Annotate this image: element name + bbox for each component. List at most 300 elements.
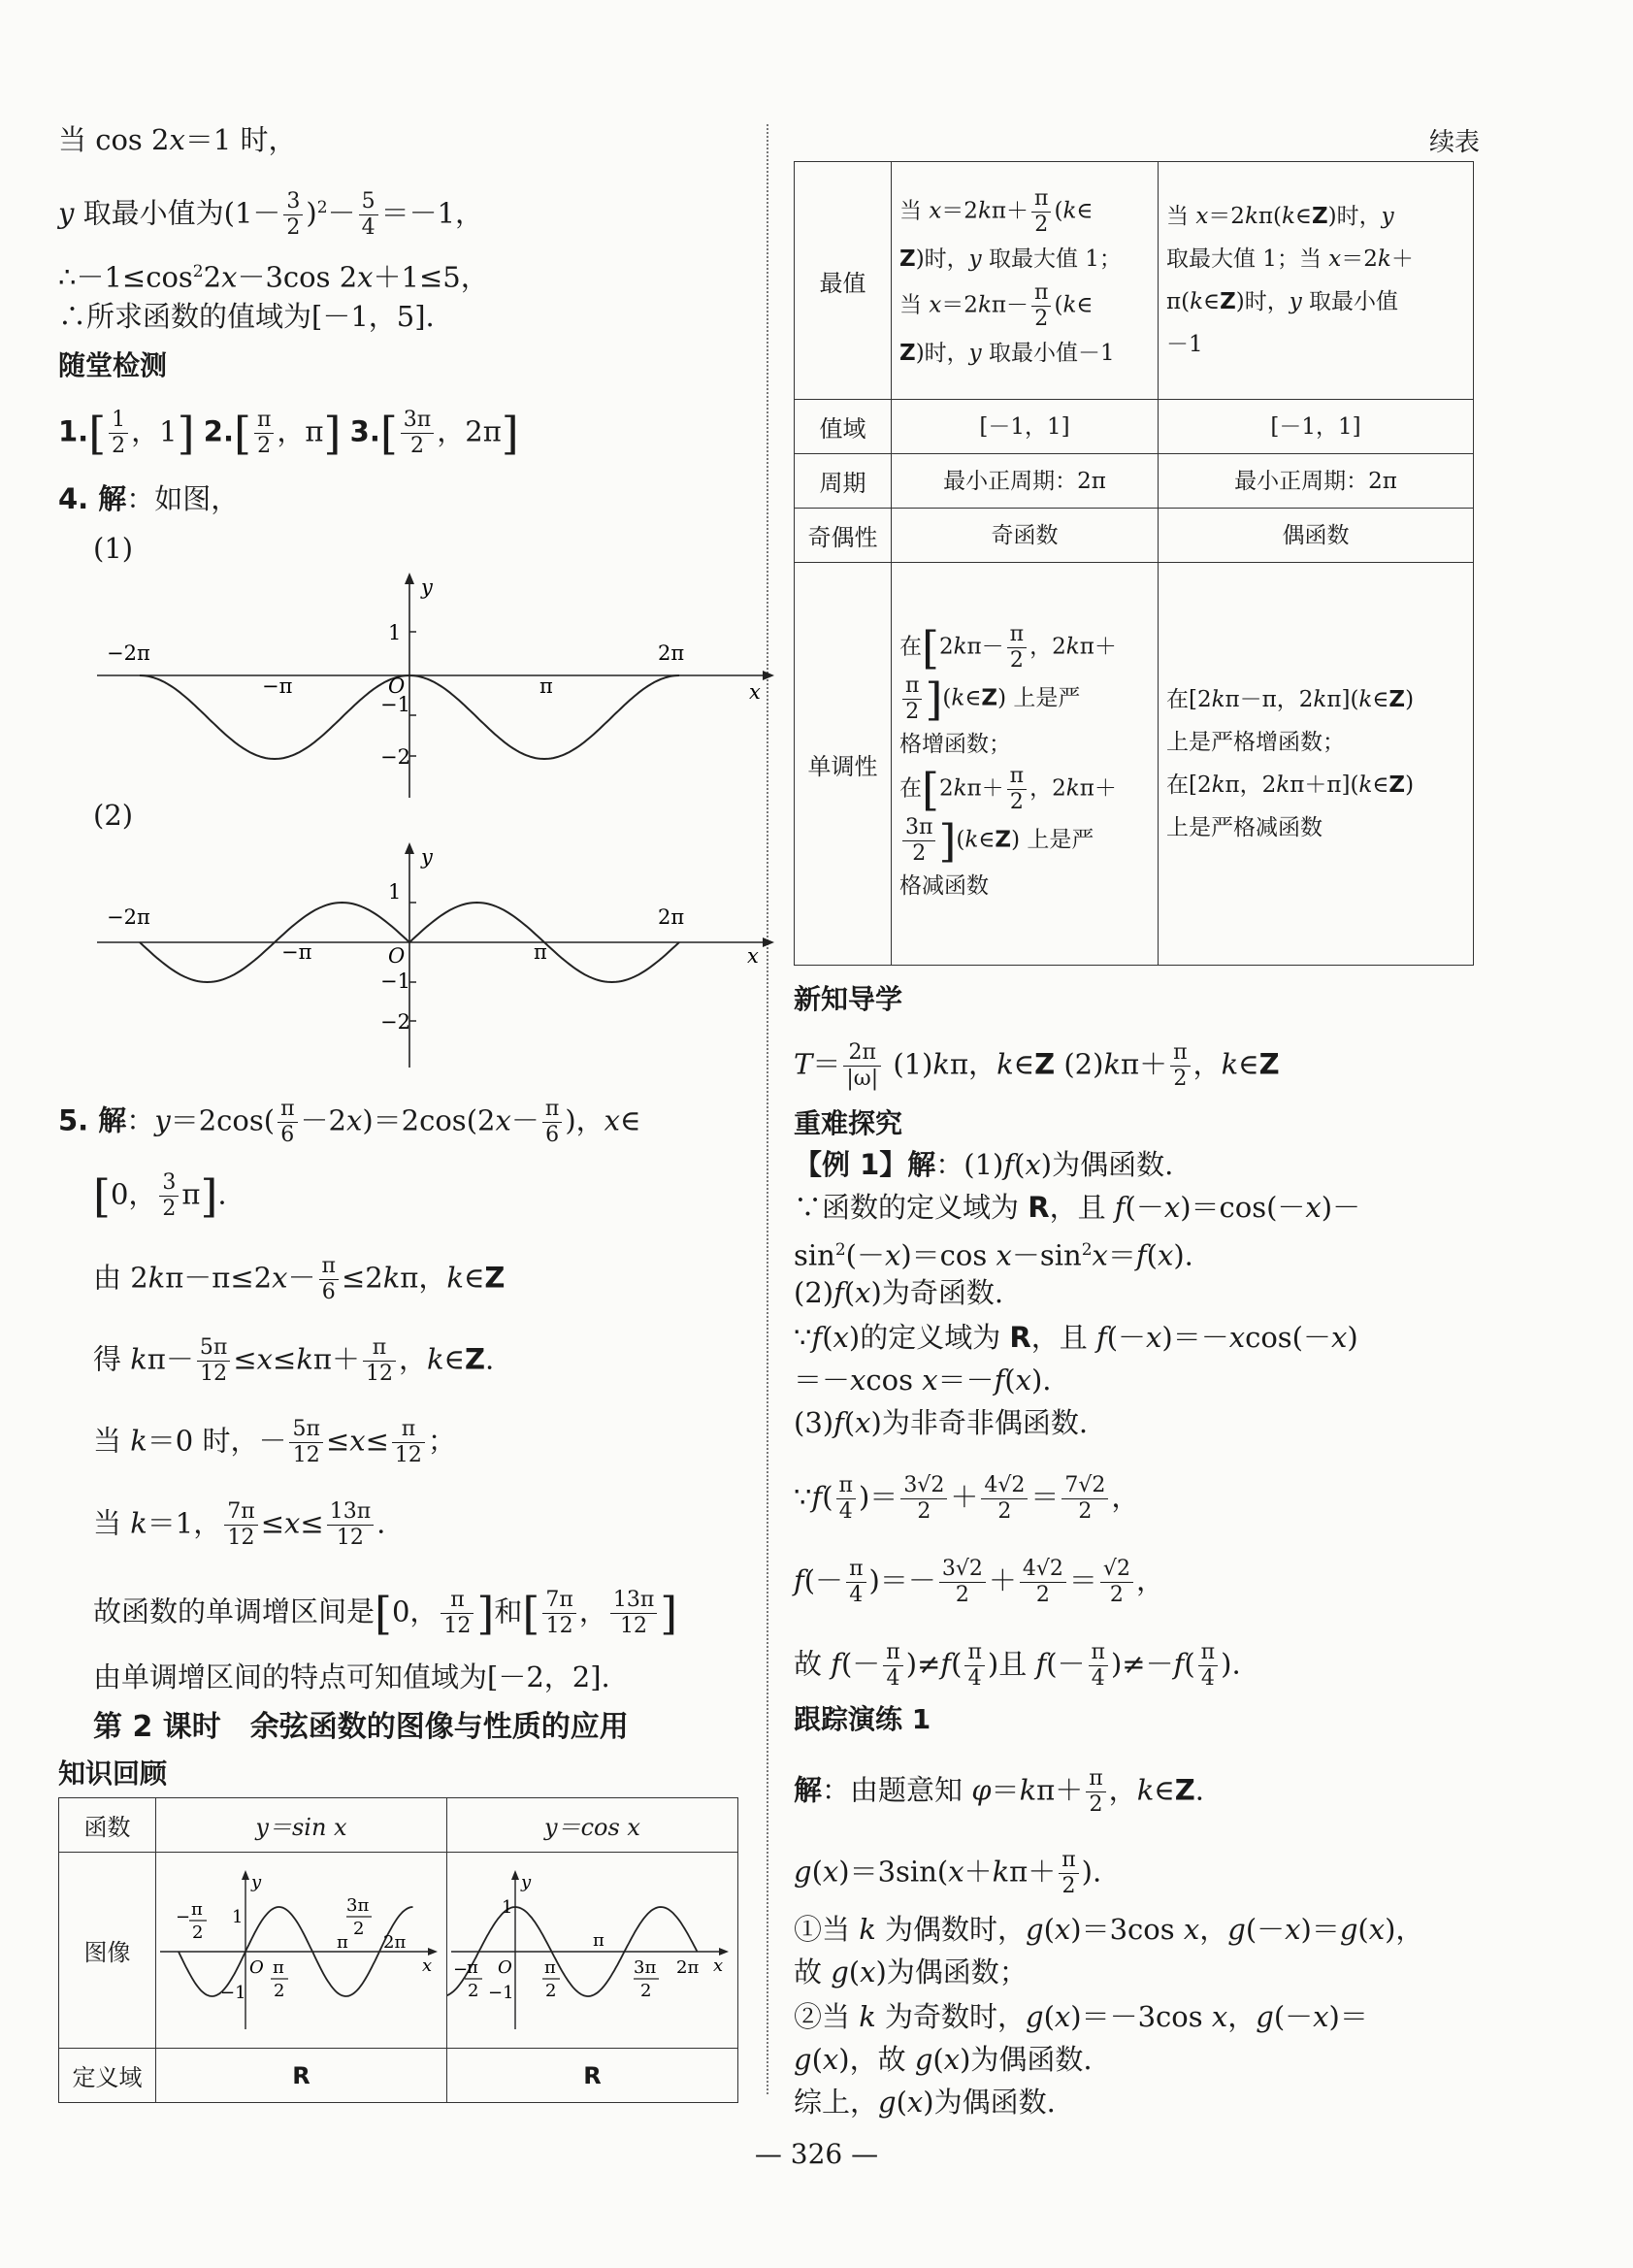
numerator: 7π xyxy=(542,1588,575,1614)
text: 2 xyxy=(203,260,222,294)
cell-line xyxy=(1166,460,1465,503)
math-var: k xyxy=(1244,204,1258,229)
denominator: 12 xyxy=(365,1362,393,1386)
text: π－ xyxy=(966,634,1004,660)
math-var: k xyxy=(1358,687,1373,712)
numerator: π xyxy=(1031,280,1051,307)
text: ( xyxy=(896,2086,907,2119)
table-row xyxy=(795,162,1474,400)
numerator: π xyxy=(392,1417,425,1443)
tick-label: −2π xyxy=(107,905,150,929)
text: ∈ xyxy=(1372,772,1389,798)
text: ＝－ xyxy=(937,1364,995,1397)
bracket: ] xyxy=(501,407,519,460)
text: 1－ xyxy=(234,196,281,230)
text: ( xyxy=(956,827,965,853)
answer-line xyxy=(58,479,239,518)
text: ∈ xyxy=(978,827,996,853)
cos-cell xyxy=(1159,400,1474,454)
text: (2) xyxy=(1055,1047,1104,1081)
math-var: k xyxy=(1065,634,1080,660)
axis-label-y: y xyxy=(521,1872,532,1892)
text: ， xyxy=(1108,1773,1137,1807)
fraction xyxy=(1007,622,1027,674)
cell-line xyxy=(1166,678,1465,721)
text: －2 xyxy=(300,1103,346,1137)
math-var: x xyxy=(850,1364,866,1397)
text: π＋ xyxy=(991,198,1029,224)
math-var: f xyxy=(831,1647,841,1681)
tick-label: π xyxy=(534,940,547,964)
cell-line xyxy=(899,622,1150,674)
text: π( xyxy=(1166,289,1191,314)
text: )时， xyxy=(1327,204,1382,229)
math-var: k xyxy=(426,1342,444,1376)
fraction xyxy=(224,1499,257,1551)
sin-cell xyxy=(892,162,1159,400)
fraction xyxy=(283,189,303,241)
math-var: k xyxy=(1211,687,1225,712)
math-var: g xyxy=(1026,2000,1044,2033)
text: )为偶函数. xyxy=(960,2043,1093,2076)
fraction xyxy=(109,408,128,459)
text: π， xyxy=(950,1047,997,1081)
math-var: k xyxy=(992,1855,1010,1889)
math-var: y xyxy=(968,341,982,366)
text: sin xyxy=(794,1238,835,1272)
math-var: k xyxy=(977,292,992,318)
denominator: 2 xyxy=(1078,1499,1093,1524)
math-var: k xyxy=(1211,772,1225,798)
tick-label: π xyxy=(593,1930,604,1951)
math-var: k xyxy=(446,1261,464,1295)
text: )， xyxy=(1385,1913,1424,1946)
tick-label: π xyxy=(191,1899,203,1920)
text: 综上， xyxy=(794,2086,879,2119)
section-heading-review: 知识回顾 xyxy=(58,1758,168,1790)
text: ＝0 时，－ xyxy=(147,1424,287,1458)
text: )＝cos(－ xyxy=(1180,1191,1306,1224)
cos-cell xyxy=(1159,509,1474,563)
math-var: x xyxy=(885,1238,901,1272)
fraction xyxy=(1031,186,1051,238)
text: π－ xyxy=(147,1342,194,1376)
math-var: x xyxy=(1054,2000,1071,2033)
math-var: y xyxy=(58,196,75,230)
sin-graph xyxy=(156,1855,443,2039)
text: ∈ xyxy=(1076,292,1094,318)
text: ＋1≤5， xyxy=(373,260,489,294)
math-var: x xyxy=(1211,2000,1228,2033)
numerator: 5π xyxy=(197,1335,230,1362)
fraction xyxy=(401,408,434,459)
cell-line xyxy=(899,332,1150,375)
text: ＋ xyxy=(1390,247,1414,272)
text: ∵ xyxy=(794,1480,812,1514)
sin-cell xyxy=(892,509,1159,563)
text: ∵ xyxy=(794,1321,812,1354)
text: ( xyxy=(1043,1913,1055,1946)
denominator: 4 xyxy=(886,1666,900,1691)
solution-line xyxy=(794,1273,1003,1312)
text: ：(1) xyxy=(935,1148,1004,1181)
text: (－ xyxy=(1125,1191,1164,1224)
text: (－ xyxy=(803,1563,844,1597)
math-var: k xyxy=(1313,687,1327,712)
text: ＋ xyxy=(950,1480,979,1514)
superscript: 2 xyxy=(316,198,328,217)
solution-line xyxy=(794,1231,1193,1275)
cell-line xyxy=(899,867,1150,905)
numerator: π xyxy=(964,1640,984,1666)
numerator: π xyxy=(1086,1766,1105,1792)
y-axis-arrow xyxy=(405,573,414,584)
text: ∵函数的定义域为 xyxy=(794,1191,1029,1224)
text: (3) xyxy=(794,1406,834,1439)
y-axis-arrow xyxy=(405,842,414,854)
text: 取最小值 xyxy=(1301,289,1399,314)
bold-text: Z xyxy=(1388,687,1406,712)
text: ＝ xyxy=(812,1047,841,1081)
math-var: f xyxy=(811,1480,823,1514)
text: ( xyxy=(1184,1647,1195,1681)
text: ， xyxy=(1111,1480,1140,1514)
math-var: k xyxy=(1281,204,1295,229)
text: ，2 xyxy=(1029,775,1066,802)
math-var: f xyxy=(833,1406,844,1439)
math-var: x xyxy=(345,1103,363,1137)
math-var: x xyxy=(1157,1238,1174,1272)
text: )，故 xyxy=(838,2043,915,2076)
math-var: x xyxy=(906,2086,924,2119)
properties-table xyxy=(794,161,1474,966)
text: ) 上是严 xyxy=(997,685,1081,711)
solution-line xyxy=(794,1145,1173,1184)
text: )＝cos xyxy=(900,1238,996,1272)
text: )＝ xyxy=(1300,1913,1340,1946)
math-var: g xyxy=(831,1956,849,1989)
solution-line xyxy=(93,1335,494,1387)
numerator: π xyxy=(1198,1640,1218,1666)
numerator: π xyxy=(441,1588,474,1614)
solution-line xyxy=(794,1361,1052,1399)
math-var: k xyxy=(1136,1773,1155,1807)
math-var: x xyxy=(284,1506,301,1540)
text: ＝ xyxy=(1068,1563,1097,1597)
denominator: 2 xyxy=(1034,213,1049,237)
table-row xyxy=(795,563,1474,966)
solution-line xyxy=(794,1403,1088,1442)
denominator: 4 xyxy=(838,1499,853,1524)
text: ( xyxy=(1146,1238,1158,1272)
text: ∈ xyxy=(1294,204,1312,229)
text: 格减函数 xyxy=(899,873,989,899)
numerator: 4√2 xyxy=(1020,1557,1066,1583)
row-label: 最值 xyxy=(795,162,892,400)
numerator: π xyxy=(1089,1640,1108,1666)
row-label: 单调性 xyxy=(795,563,892,966)
numerator: 4√2 xyxy=(981,1473,1028,1499)
math-var: x xyxy=(1285,1913,1301,1946)
fraction xyxy=(1031,280,1051,332)
solution-line xyxy=(93,1658,610,1696)
text: 最小正周期：2π xyxy=(943,468,1106,494)
text: ( xyxy=(942,685,952,711)
text: )＝－ xyxy=(868,1563,936,1597)
denominator: 2 xyxy=(912,841,927,866)
tick-label: 2 xyxy=(545,1981,557,2001)
text: π，2 xyxy=(1225,772,1277,798)
math-var: x xyxy=(1368,1913,1386,1946)
math-var: x xyxy=(1015,1364,1031,1397)
math-var: f xyxy=(994,1364,1005,1397)
tick-label: 2π xyxy=(676,1957,700,1978)
denominator: 2 xyxy=(257,434,272,458)
text: )时， xyxy=(915,341,969,366)
bold-text: Z xyxy=(1174,1773,1195,1807)
bold-text: 【例 1】解 xyxy=(794,1148,936,1181)
tick-label: −2π xyxy=(107,641,150,665)
section-heading-new: 新知导学 xyxy=(794,983,903,1015)
text: 为偶数时， xyxy=(875,1913,1027,1946)
fraction xyxy=(289,1417,322,1468)
tick-label: − xyxy=(453,1959,469,1980)
solution-line xyxy=(794,1953,1028,1991)
fraction xyxy=(359,189,378,241)
tick-label: 3π xyxy=(634,1957,657,1978)
fraction xyxy=(843,1040,881,1092)
math-var: φ xyxy=(971,1773,992,1807)
bold-text: Z xyxy=(899,247,916,272)
solution-line xyxy=(93,1254,505,1305)
tick-label: 2 xyxy=(468,1981,479,2001)
numerator: π xyxy=(1059,1848,1078,1874)
text: ＝ xyxy=(1107,1238,1136,1272)
cos-graph-cell xyxy=(447,1853,738,2049)
math-var: x xyxy=(1146,1321,1162,1354)
text: 2 xyxy=(938,634,954,660)
text: ( xyxy=(811,2043,823,2076)
math-var: x xyxy=(929,198,942,224)
text: ( xyxy=(1054,292,1063,318)
math-var: g xyxy=(1227,1913,1246,1946)
text: ( xyxy=(811,1855,823,1889)
denominator: 4 xyxy=(1091,1666,1105,1691)
math-var: f xyxy=(1095,1321,1107,1354)
math-var: f xyxy=(1003,1148,1015,1181)
text: ≤ xyxy=(365,1424,389,1458)
denominator: 2 xyxy=(1089,1792,1103,1817)
lesson-title: 第 2 课时 余弦函数的图像与性质的应用 xyxy=(93,1710,629,1744)
graph-label xyxy=(93,529,133,568)
text: 在[2 xyxy=(1166,772,1212,798)
math-var: y xyxy=(1381,204,1394,229)
math-var: f xyxy=(1135,1238,1147,1272)
bracket: [ xyxy=(922,621,939,674)
math-var: k xyxy=(1103,1047,1122,1081)
numerator: 7π xyxy=(224,1499,257,1526)
text: 当 xyxy=(93,1506,131,1540)
text: π＋ xyxy=(1009,1855,1057,1889)
math-var: k xyxy=(859,2000,876,2033)
text: π－ xyxy=(991,292,1029,318)
text: ∴－1≤cos xyxy=(58,260,193,294)
fraction xyxy=(1007,764,1027,815)
text: ∈ xyxy=(964,685,982,711)
cell-line xyxy=(899,460,1150,503)
denominator: 12 xyxy=(200,1362,228,1386)
math-var: x xyxy=(1328,247,1342,272)
tick-label: −π xyxy=(281,940,312,964)
sin-cell xyxy=(892,563,1159,966)
cell-line xyxy=(899,280,1150,332)
denominator: 4 xyxy=(1200,1666,1215,1691)
math-var: x xyxy=(833,1321,849,1354)
row-label: 定义域 xyxy=(59,2049,156,2103)
cell-line xyxy=(899,674,1150,725)
denominator: 2 xyxy=(410,434,425,458)
numerator: 1 xyxy=(109,408,128,434)
text: )＝3sin( xyxy=(838,1855,949,1889)
solution-line xyxy=(93,1588,677,1639)
x-axis-arrow xyxy=(719,1948,729,1956)
math-var: x xyxy=(349,1424,366,1458)
numerator: π xyxy=(883,1640,902,1666)
math-var: y xyxy=(968,247,982,272)
tick-label: 1 xyxy=(502,1897,513,1918)
bold-text: 3. xyxy=(349,414,380,448)
numerator: π xyxy=(836,1473,856,1499)
denominator: 6 xyxy=(321,1280,336,1304)
text: ＝－ xyxy=(794,1364,851,1397)
text: (1) xyxy=(884,1047,933,1081)
origin-label: O xyxy=(388,944,406,968)
text: 当 xyxy=(899,292,930,318)
text: 偶函数 xyxy=(1282,522,1350,548)
math-var: f xyxy=(794,1563,804,1597)
numerator: π xyxy=(846,1557,865,1583)
text: )＝－3cos xyxy=(1070,2000,1212,2033)
bold-text: Z xyxy=(1388,772,1406,798)
table-header: y＝cos x xyxy=(447,1798,738,1853)
numerator: π xyxy=(319,1254,339,1280)
text: 当 xyxy=(1166,204,1196,229)
denominator: 2 xyxy=(162,1197,177,1221)
math-var: x xyxy=(169,123,185,156)
text: ＝1， xyxy=(147,1506,222,1540)
axis-label-y: y xyxy=(421,575,433,599)
solution-line xyxy=(93,1499,385,1551)
bracket: [ xyxy=(522,1587,540,1640)
text: 故 xyxy=(794,1647,832,1681)
tick-label: π xyxy=(544,1957,556,1978)
solution-line xyxy=(93,1170,227,1222)
text: 取最小值－1 xyxy=(981,341,1115,366)
denominator: 4 xyxy=(967,1666,982,1691)
text: 最小正周期：2π xyxy=(1234,468,1397,494)
text: ( xyxy=(1357,1913,1369,1946)
math-var: g xyxy=(1256,2000,1274,2033)
math-var: k xyxy=(1358,772,1373,798)
math-var: f xyxy=(1173,1647,1185,1681)
y-axis-arrow xyxy=(242,1870,249,1880)
text: ，且 xyxy=(1030,1321,1096,1354)
tick-label: − xyxy=(176,1907,191,1927)
text: π＋ xyxy=(312,1342,360,1376)
text: 当 xyxy=(93,1424,131,1458)
text: 取最小值为( xyxy=(74,196,235,230)
fraction xyxy=(846,1557,865,1608)
text: ①当 xyxy=(794,1913,860,1946)
fraction xyxy=(254,408,274,459)
text: )为偶函数； xyxy=(875,1956,1028,1989)
cell-line xyxy=(1166,280,1465,323)
math-var: x xyxy=(604,1103,620,1137)
text: ≤ xyxy=(300,1506,324,1540)
text: ∈ xyxy=(1076,198,1094,224)
math-var: k xyxy=(1062,198,1077,224)
bold-text: Z xyxy=(1034,1047,1056,1081)
denominator: 2 xyxy=(286,215,301,241)
text: －sin xyxy=(1011,1238,1082,1272)
text: ，π xyxy=(277,414,324,448)
text: (－ xyxy=(840,1647,881,1681)
table-header: y＝sin x xyxy=(156,1798,447,1853)
bracket: [ xyxy=(922,763,939,816)
text: ) 上是严 xyxy=(1011,827,1094,853)
cell-line xyxy=(1166,238,1465,280)
math-var: f xyxy=(811,1321,823,1354)
math-var: x xyxy=(1092,1238,1108,1272)
text: ( xyxy=(843,1406,856,1439)
table-row xyxy=(59,1853,738,2049)
text: ∴所求函数的值域为[－1，5]. xyxy=(58,300,435,333)
text: ∈ xyxy=(620,1103,641,1137)
solution-line xyxy=(794,1997,1368,2036)
denominator: 2 xyxy=(1009,648,1024,673)
cell-line xyxy=(1166,514,1465,557)
denominator: 12 xyxy=(292,1443,320,1467)
text: (－ xyxy=(845,1238,885,1272)
math-var: k xyxy=(1019,1773,1037,1807)
text: )为非奇非偶函数. xyxy=(870,1406,1089,1439)
graph-1 xyxy=(97,573,776,798)
text: 奇函数 xyxy=(991,522,1059,548)
denominator: 12 xyxy=(227,1526,255,1550)
math-var: k xyxy=(1065,775,1080,802)
solution-line xyxy=(794,1188,1360,1227)
text: ≤ xyxy=(273,1342,297,1376)
solution-line xyxy=(58,120,297,159)
fraction xyxy=(1198,1640,1218,1692)
numerator: 3 xyxy=(159,1170,179,1197)
denominator: 12 xyxy=(394,1443,422,1467)
denominator: 2 xyxy=(1173,1067,1188,1091)
fraction xyxy=(902,674,922,725)
denominator: 2 xyxy=(1034,307,1049,331)
text: ≤ xyxy=(233,1342,257,1376)
math-var: x xyxy=(929,292,942,318)
text: ； xyxy=(427,1424,456,1458)
numerator: 5π xyxy=(289,1417,322,1443)
text: ＝2 xyxy=(941,292,978,318)
bracket: [ xyxy=(93,1169,111,1223)
cos-cell xyxy=(1159,162,1474,400)
x-axis-arrow xyxy=(763,937,774,947)
math-var: g xyxy=(794,1855,812,1889)
cos-graph xyxy=(447,1855,735,2039)
cell-line xyxy=(1166,195,1465,238)
